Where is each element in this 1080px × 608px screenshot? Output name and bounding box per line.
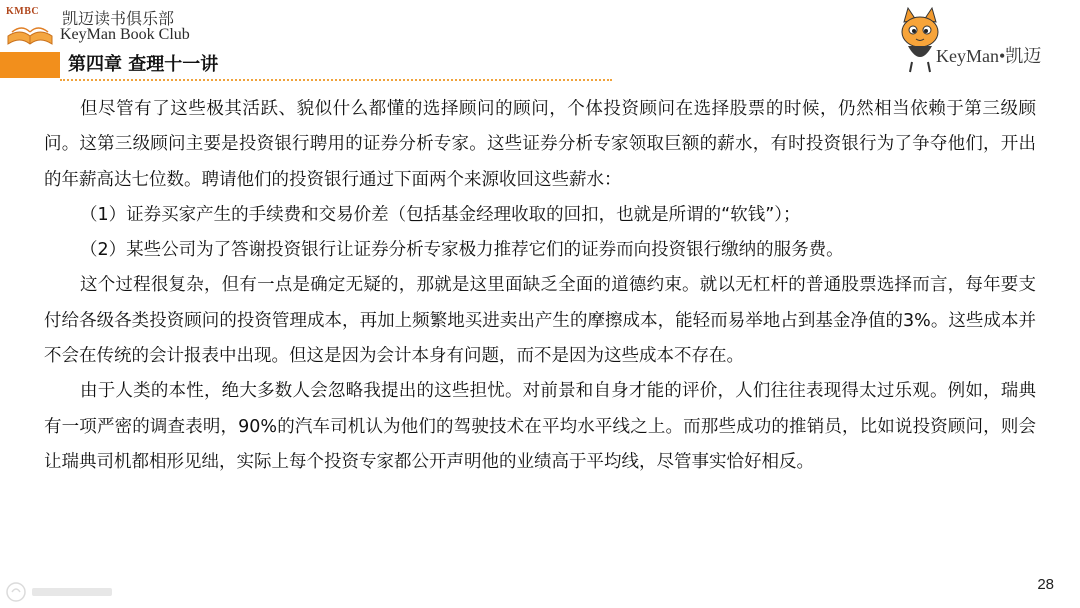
brand-name-chinese: 凯迈读书俱乐部 (62, 9, 175, 28)
list-item: （2）某些公司为了答谢投资银行让证券分析专家极力推荐它们的证券而向投资银行缴纳的服务费。 (80, 240, 844, 261)
paragraph: 这个过程很复杂，但有一点是确定无疑的，那就是这里面缺乏全面的道德约束。就以无杠杆的普通股票选择而言，每年要支付给各级各类投资顾问的投资管理成本，再加上频繁地买进卖出产生的摩擦成本，能轻而易举地占到基金净值的3%。这些成本并不会在传统的会计报表中出现。但这是因为会计本身有问题，而不是因为这些成本不存在。 (44, 275, 1036, 367)
keyman-wordmark: KeyMan•凯迈 (936, 46, 1042, 66)
brand-name-english: KeyMan Book Club (60, 26, 190, 43)
club-logo (4, 6, 56, 54)
chapter-divider (60, 79, 612, 81)
paragraph: 但尽管有了这些极其活跃、貌似什么都懂的选择顾问的顾问，个体投资顾问在选择股票的时候，仍然相当依赖于第三级顾问。这第三级顾问主要是投资银行聘用的证券分析专家。这些证券分析专家领取巨额的薪水，有时投资银行为了争夺他们，开出的年薪高达七位数。聘请他们的投资银行通过下面两个来源收回这些薪水： (44, 99, 1036, 190)
chapter-title: 第四章 查理十一讲 (68, 54, 219, 75)
keyman-logo (890, 6, 1070, 76)
paragraph: 由于人类的本性，绝大多数人会忽略我提出的这些担忧。对前景和自身才能的评价，人们往往表现得太过乐观。例如，瑞典有一项严密的调查表明，90%的汽车司机认为他们的驾驶技术在平均水平线之上。而那些成功的推销员，比如说投资顾问，则会让瑞典司机都相形见绌，实际上每个投资专家都公开声明他的业绩高于平均线，尽管事实恰好相反。 (44, 381, 1036, 472)
chapter-accent-bar (0, 52, 60, 78)
watermark-logo (4, 580, 124, 604)
list-item: （1）证券买家产生的手续费和交易价差（包括基金经理收取的回扣，也就是所谓的“软钱”）； (80, 204, 801, 225)
watermark-icon (4, 580, 124, 604)
page-number: 28 (1037, 576, 1054, 593)
club-logo-mark: KMBC (6, 6, 40, 17)
chapter-body (44, 92, 1036, 480)
